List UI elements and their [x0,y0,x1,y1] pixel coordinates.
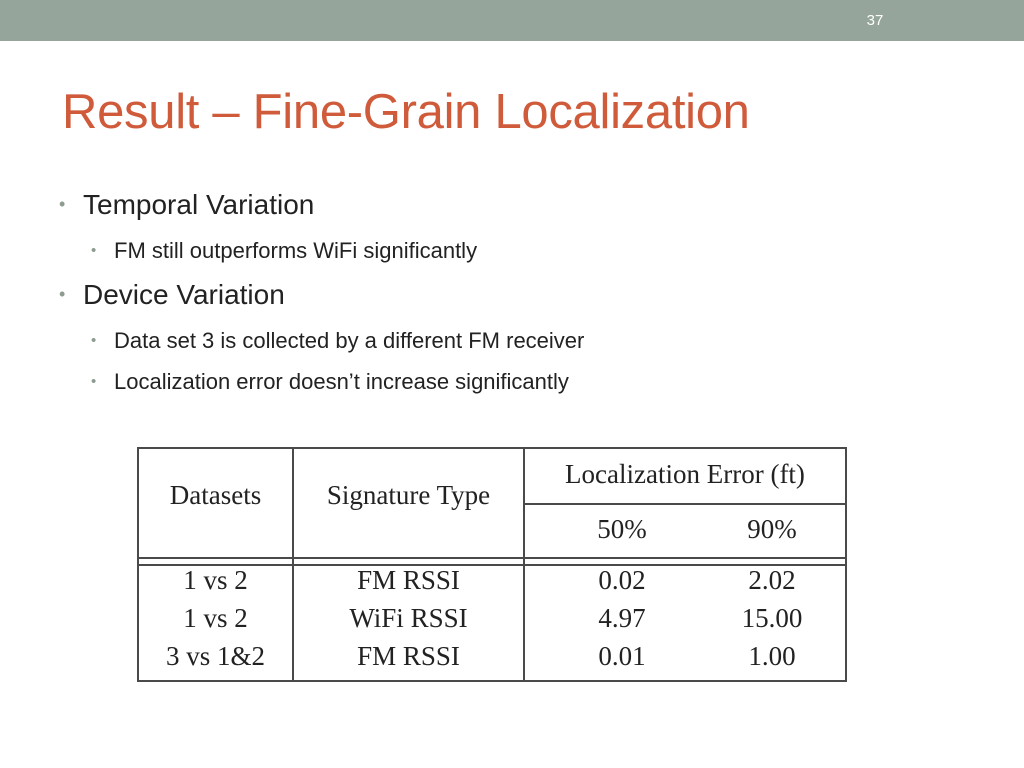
table-border-top [137,447,847,449]
bullet-text: FM still outperforms WiFi significantly [114,238,478,263]
header-signature-type: Signature Type [326,480,491,510]
header-localization-error: Localization Error (ft) [565,459,805,489]
row-3-signature: FM RSSI [357,641,460,671]
bullet-dot-icon: • [59,284,66,304]
table-border-right [845,447,847,682]
bullet-text: Localization error doesn’t increase significantly [114,369,569,394]
bullet-text: Data set 3 is collected by a different FM receiver [114,328,585,353]
row-1-p90: 2.02 [748,565,796,595]
row-1-signature: FM RSSI [357,565,460,595]
header-p90: 90% [747,514,797,544]
row-3-p50: 0.01 [598,641,646,671]
header-p50: 50% [597,514,647,544]
bullet-dot-icon: • [91,332,97,349]
bullet-text: Device Variation [83,279,285,310]
slide-number: 37 [866,12,884,29]
bullet-fm-outperforms [91,238,478,264]
table-border-bottom [137,680,847,682]
row-2-p90: 15.00 [741,603,803,633]
header-datasets: Datasets [169,480,262,510]
bullet-device-variation [59,279,285,311]
row-2-datasets: 1 vs 2 [183,603,248,633]
localization-error-table [137,447,847,682]
bullet-localization-error [91,369,569,395]
bullet-dot-icon: • [91,242,97,259]
row-3-p90: 1.00 [748,641,796,671]
top-bar [0,0,1024,41]
bullet-data-set-3 [91,328,585,354]
row-1-p50: 0.02 [598,565,646,595]
row-2-signature: WiFi RSSI [349,603,468,633]
row-2-p50: 4.97 [598,603,646,633]
row-1-datasets: 1 vs 2 [183,565,248,595]
bullet-text: Temporal Variation [83,189,315,220]
bullet-dot-icon: • [59,194,66,214]
bullet-temporal-variation [59,189,315,221]
table-header-rule-1 [137,557,847,559]
row-3-datasets: 3 vs 1&2 [165,641,265,671]
slide-title: Result – Fine-Grain Localization [62,85,750,139]
table-subheader-rule [524,503,847,505]
bullet-dot-icon: • [91,373,97,390]
